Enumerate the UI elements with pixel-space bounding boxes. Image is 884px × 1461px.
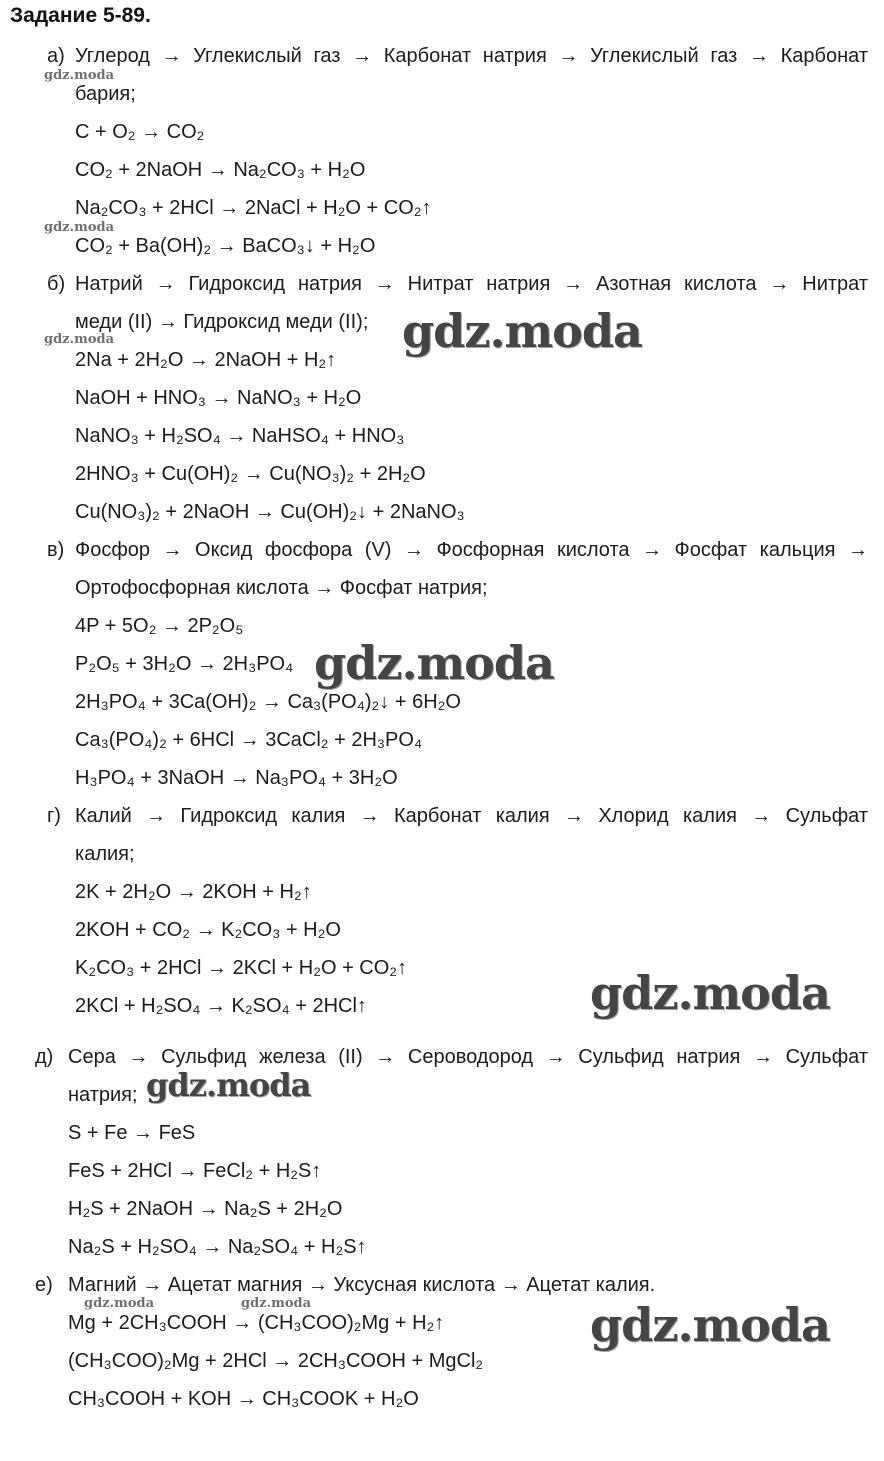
section-a-equation-2: CO₂ + 2NaOH → Na₂CO₃ + H₂O [75, 159, 366, 181]
section-g-chain-line2: калия; [75, 843, 135, 865]
section-v-equation-3: 2H₃PO₄ + 3Ca(OH)₂ → Ca₃(PO₄)₂↓ + 6H₂O [75, 691, 461, 713]
section-a-equation-4: CO₂ + Ba(OH)₂ → BaCO₃↓ + H₂O [75, 235, 376, 257]
section-d-equation-4: Na₂S + H₂SO₄ → Na₂SO₄ + H₂S↑ [68, 1236, 367, 1258]
section-v-equation-5: H₃PO₄ + 3NaOH → Na₃PO₄ + 3H₂O [75, 767, 398, 789]
section-a-chain-line1: Углерод → Углекислый газ → Карбонат натрия → Углекислый газ → Карбонат [75, 45, 868, 67]
watermark-large: gdz.moda [590, 966, 830, 1020]
section-d-equation-1: S + Fe → FeS [68, 1122, 196, 1144]
watermark-medium: gdz.moda [146, 1066, 311, 1104]
section-a-chain-line2: бария; [75, 83, 136, 105]
section-d-equation-2: FeS + 2HCl → FeCl₂ + H₂S↑ [68, 1160, 322, 1182]
section-v-equation-4: Ca₃(PO₄)₂ + 6HCl → 3CaCl₂ + 2H₃PO₄ [75, 729, 423, 751]
section-e-equation-3: CH₃COOH + KOH → CH₃COOK + H₂O [68, 1388, 419, 1410]
section-v-label: в) [47, 539, 65, 561]
section-g-equation-1: 2K + 2H₂O → 2KOH + H₂↑ [75, 881, 312, 903]
section-d-chain-line2: натрия; [68, 1084, 138, 1106]
section-e-label: е) [35, 1274, 53, 1296]
section-a-equation-3: Na₂CO₃ + 2HCl → 2NaCl + H₂O + CO₂↑ [75, 197, 432, 219]
section-d-equation-3: H₂S + 2NaOH → Na₂S + 2H₂O [68, 1198, 343, 1220]
section-e-equation-1: Mg + 2CH₃COOH → (CH₃COO)₂Mg + H₂↑ [68, 1312, 445, 1334]
page-title: Задание 5-89. [10, 4, 151, 27]
section-b-equation-1: 2Na + 2H₂O → 2NaOH + H₂↑ [75, 349, 337, 371]
section-d-label: д) [35, 1046, 54, 1068]
section-g-equation-2: 2KOH + CO₂ → K₂CO₃ + H₂O [75, 919, 341, 941]
watermark-small: gdz.moda [84, 1296, 155, 1311]
watermark-large: gdz.moda [590, 1298, 830, 1352]
watermark-large: gdz.moda [402, 304, 642, 358]
section-b-chain-line2: меди (II) → Гидроксид меди (II); [75, 311, 369, 333]
section-g-equation-4: 2KCl + H₂SO₄ → K₂SO₄ + 2HCl↑ [75, 995, 367, 1017]
section-b-equation-4: 2HNO₃ + Cu(OH)₂ → Cu(NO₃)₂ + 2H₂O [75, 463, 426, 485]
section-a-equation-1: C + O₂ → CO₂ [75, 121, 205, 143]
section-b-equation-2: NaOH + HNO₃ → NaNO₃ + H₂O [75, 387, 362, 409]
section-e-chain-line1: Магний → Ацетат магния → Уксусная кислота → Ацетат калия. [68, 1274, 656, 1296]
section-b-chain-line1: Натрий → Гидроксид натрия → Нитрат натрия → Азотная кислота → Нитрат [75, 273, 868, 295]
watermark-large: gdz.moda [314, 636, 554, 690]
section-d-chain-line1: Сера → Сульфид железа (II) → Сероводород → Сульфид натрия → Сульфат [68, 1046, 868, 1068]
watermark-small: gdz.moda [44, 68, 115, 83]
section-g-chain-line1: Калий → Гидроксид калия → Карбонат калия → Хлорид калия → Сульфат [75, 805, 868, 827]
section-b-label: б) [47, 273, 66, 295]
section-b-equation-5: Cu(NO₃)₂ + 2NaOH → Cu(OH)₂↓ + 2NaNO₃ [75, 501, 465, 523]
section-g-label: г) [47, 805, 61, 827]
watermark-small: gdz.moda [241, 1296, 312, 1311]
section-b-equation-3: NaNO₃ + H₂SO₄ → NaHSO₄ + HNO₃ [75, 425, 405, 447]
section-v-equation-2: P₂O₅ + 3H₂O → 2H₃PO₄ [75, 653, 294, 675]
watermark-small: gdz.moda [44, 220, 115, 235]
section-g-equation-3: K₂CO₃ + 2HCl → 2KCl + H₂O + CO₂↑ [75, 957, 408, 979]
section-v-chain-line1: Фосфор → Оксид фосфора (V) → Фосфорная кислота → Фосфат кальция → [75, 539, 868, 561]
section-v-equation-1: 4P + 5O₂ → 2P₂O₅ [75, 615, 244, 637]
section-v-chain-line2: Ортофосфорная кислота → Фосфат натрия; [75, 577, 488, 599]
section-e-equation-2: (CH₃COO)₂Mg + 2HCl → 2CH₃COOH + MgCl₂ [68, 1350, 484, 1372]
watermark-small: gdz.moda [44, 332, 115, 347]
section-a-label: а) [47, 45, 65, 67]
